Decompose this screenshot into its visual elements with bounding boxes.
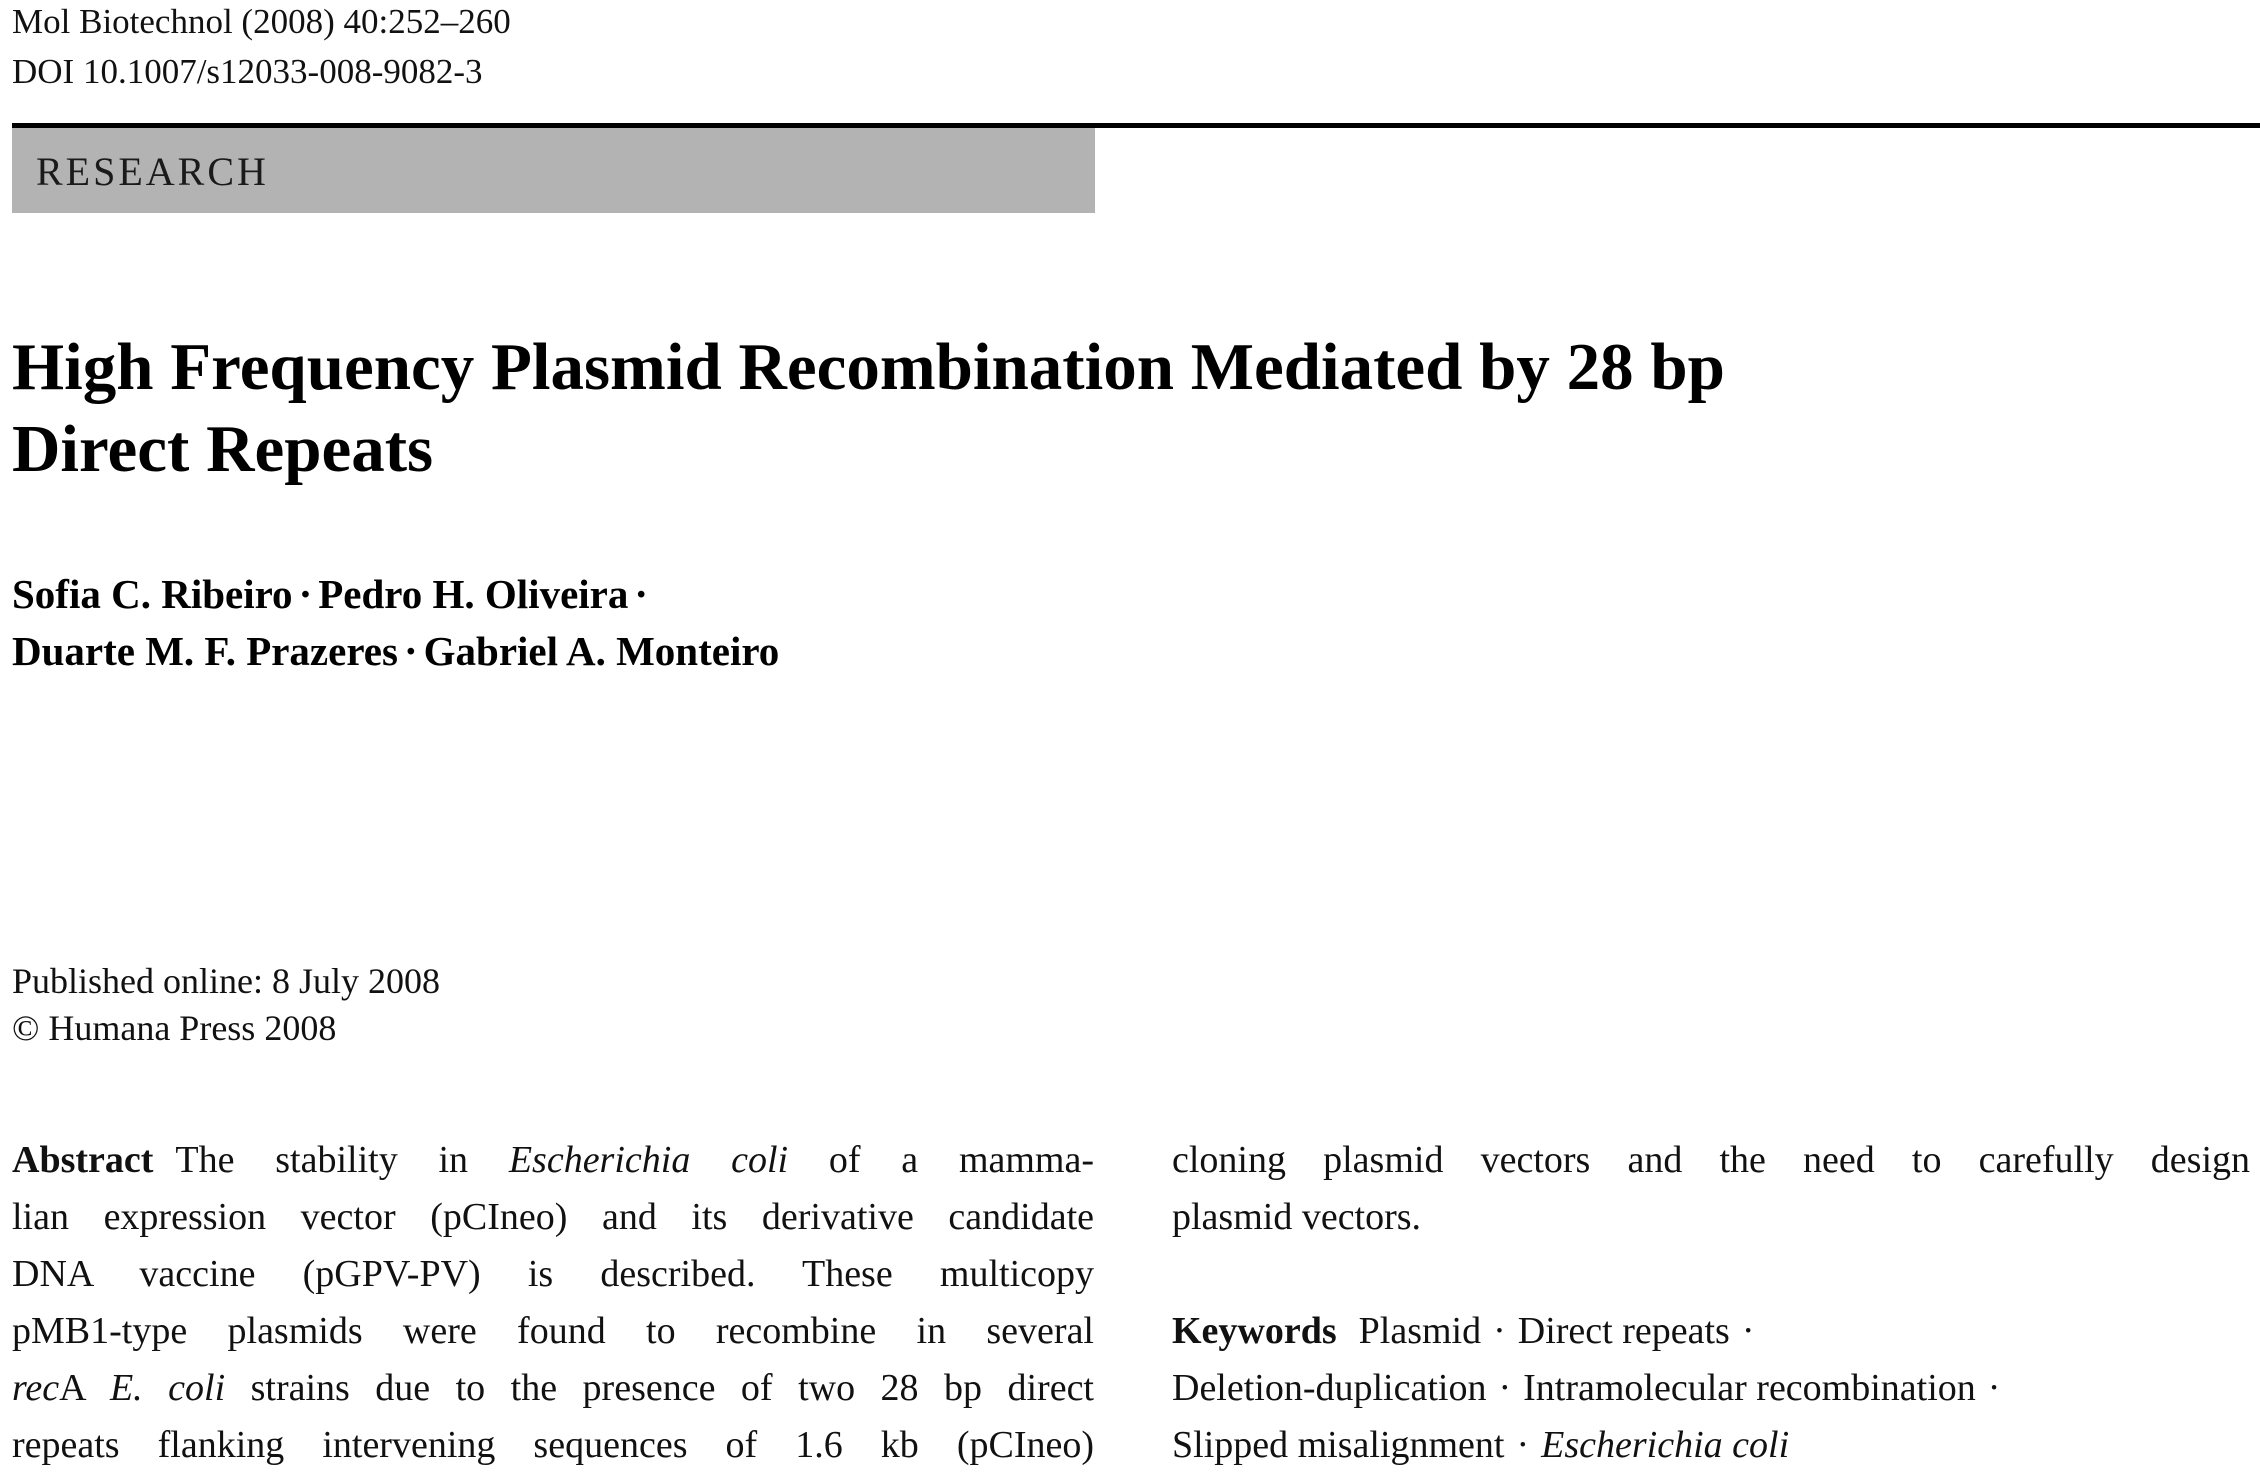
abstract-line: repeats flanking intervening sequences of 1.6 kb (pCIneo) [12,1424,1094,1466]
abstract-column-left [12,1132,1094,1474]
keyword: Deletion-duplication [1172,1367,1487,1409]
abstract-line: plasmid vectors. [1172,1196,1422,1238]
keyword-separator: · [1493,1310,1506,1352]
author-line-1 [12,566,779,623]
keyword-separator: · [1987,1367,2001,1409]
article-title [12,326,2212,490]
keywords-line-2 [1172,1360,2250,1417]
paragraph-spacer [1172,1246,2250,1303]
abstract-column-right [1172,1132,2250,1474]
keywords-line-1 [1172,1303,2250,1360]
section-label: RESEARCH [36,149,269,194]
author-name[interactable]: Duarte M. F. Prazeres [12,628,398,674]
keyword-separator: · [1741,1310,1755,1352]
abstract-line [12,1360,1094,1417]
journal-citation: Mol Biotechnol (2008) 40:252–260 [12,2,511,41]
keyword: Intramolecular recombination [1523,1367,1976,1409]
abstract-line: cloning plasmid vectors and the need to carefully design [1172,1139,2250,1181]
keywords-line-3 [1172,1417,2250,1474]
abstract-species: Escherichia coli [508,1139,789,1181]
keyword-separator: · [1516,1424,1530,1466]
title-line-1: High Frequency Plasmid Recombination Mediated by 28 bp [12,330,1725,404]
copyright-notice: © Humana Press 2008 [12,1008,337,1048]
abstract-line: lian expression vector (pCIneo) and its derivative candidate [12,1196,1094,1238]
abstract-line: DNA vaccine (pGPV-PV) is described. These multicopy [12,1253,1094,1295]
keyword: Direct repeats [1517,1310,1730,1352]
keyword: Escherichia coli [1541,1424,1790,1466]
journal-doi[interactable]: DOI 10.1007/s12033-008-9082-3 [12,52,483,91]
abstract-text: strains due to the presence of two 28 bp direct [225,1367,1094,1409]
author-list [12,566,779,680]
abstract-text: of a mamma- [788,1139,1094,1181]
abstract-heading: Abstract [12,1139,154,1181]
author-name[interactable]: Sofia C. Ribeiro [12,571,293,617]
published-online-date: Published online: 8 July 2008 [12,961,441,1001]
abstract-species: E. coli [109,1367,226,1409]
title-line-2: Direct Repeats [12,412,434,486]
abstract-text: The stability in [175,1139,509,1181]
keyword: Plasmid [1358,1310,1482,1352]
keyword-separator: · [1498,1367,1512,1409]
author-name[interactable]: Pedro H. Oliveira [318,571,629,617]
abstract-line [12,1132,1094,1189]
section-banner [12,128,1095,213]
author-separator: · [403,628,418,674]
abstract-gene: rec [12,1367,60,1409]
author-separator: · [298,571,313,617]
abstract-line: pMB1-type plasmids were found to recombine in several [12,1310,1094,1352]
abstract-text: A [59,1367,110,1409]
publication-info [12,958,440,1052]
author-separator: · [634,571,649,617]
keyword: Slipped misalignment [1172,1424,1505,1466]
author-line-2 [12,623,779,680]
author-name[interactable]: Gabriel A. Monteiro [423,628,780,674]
keywords-heading: Keywords [1172,1310,1337,1352]
